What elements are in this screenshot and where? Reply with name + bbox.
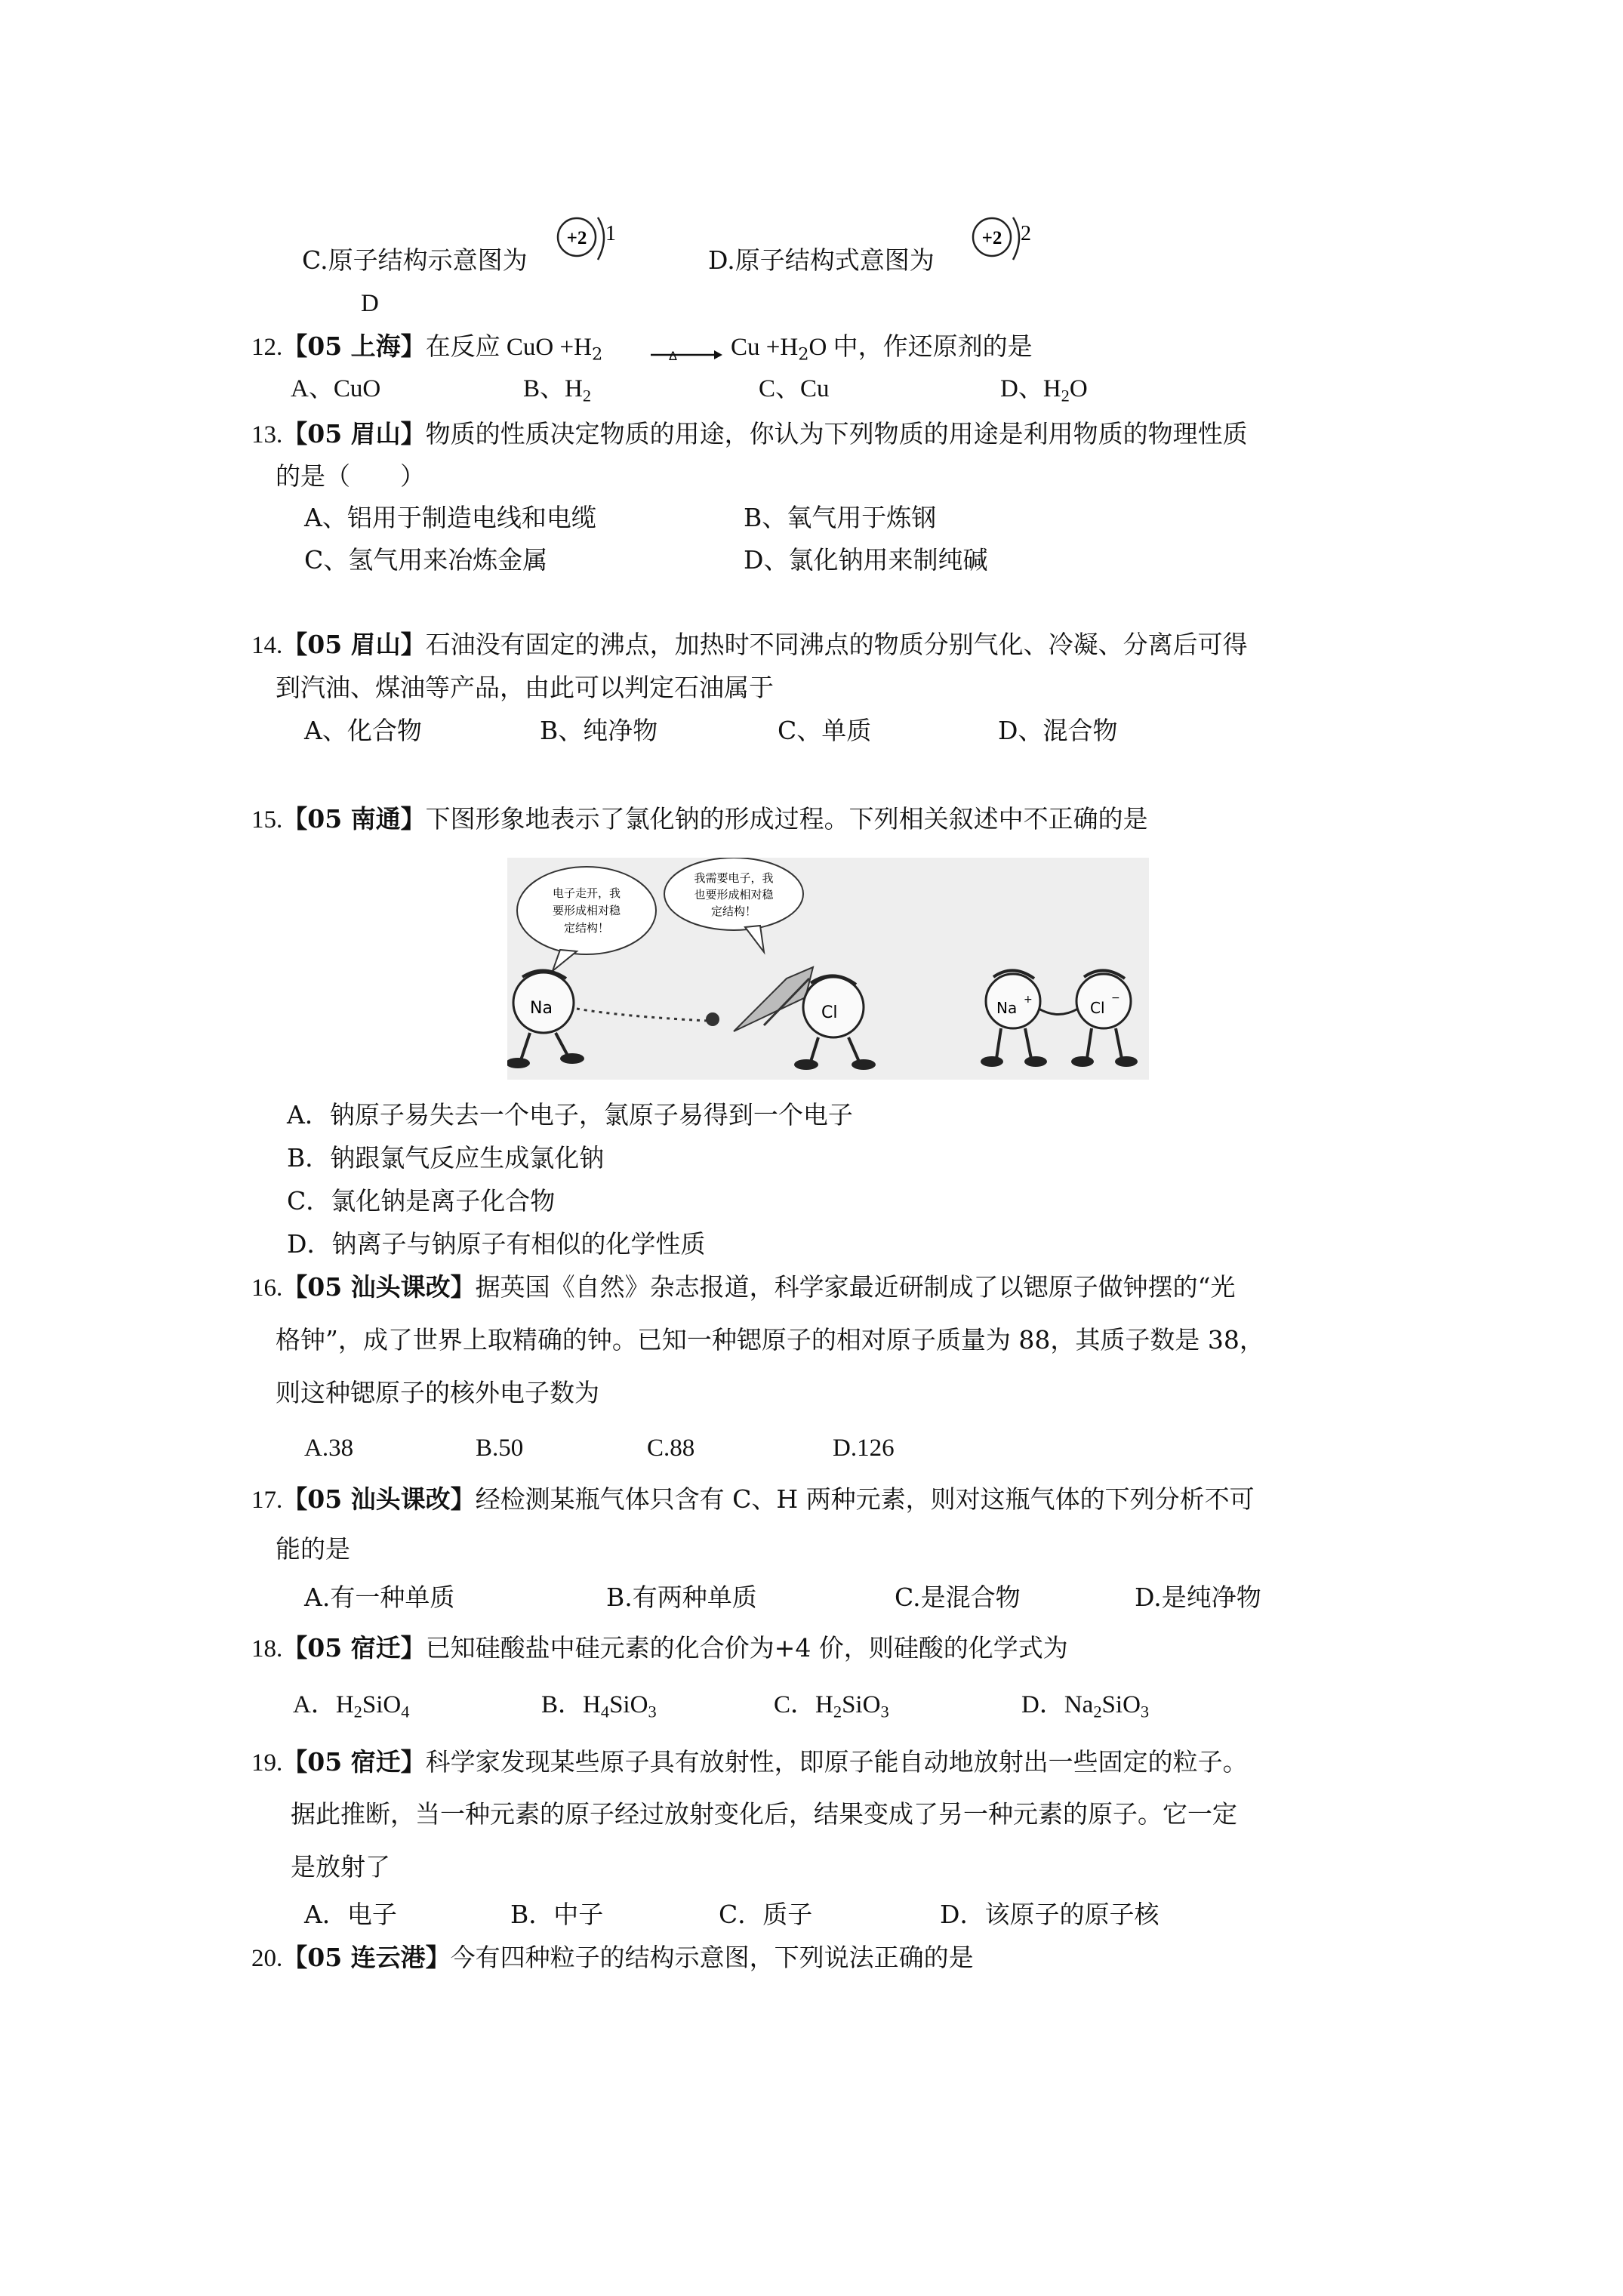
q12-option-a: A、CuO xyxy=(291,375,381,402)
q15-option-c: C．氯化钠是离子化合物 xyxy=(287,1186,556,1216)
q15-stem: 15.【05 南通】下图形象地表示了氯化钠的形成过程。下列相关叙述中不正确的是 xyxy=(251,804,1148,834)
q12-option-c: C、Cu xyxy=(759,375,830,402)
q12-stem-post: $Cu +H_2O$ 中，作还原剂的是 xyxy=(731,334,1033,365)
svg-text:也要形成相对稳: 也要形成相对稳 xyxy=(694,888,774,901)
svg-text:定结构！: 定结构！ xyxy=(563,921,610,935)
q17-stem-line2: 能的是 xyxy=(276,1534,350,1564)
q12-stem: 12.【05 上海】在反应 CuO $+H_2$ xyxy=(251,331,603,365)
q20-stem: 20.【05 连云港】今有四种粒子的结构示意图，下列说法正确的是 xyxy=(251,1943,974,1972)
q13-option-c: C、氢气用来冶炼金属 xyxy=(304,545,548,575)
q17-option-d: D.是纯净物 xyxy=(1135,1583,1261,1612)
q17-option-c: C.是混合物 xyxy=(895,1583,1021,1612)
q12-option-d: D、$H_2O$ xyxy=(1000,375,1088,405)
q14-option-c: C、单质 xyxy=(778,716,872,745)
svg-text:+2: +2 xyxy=(566,228,587,248)
svg-text:Cl: Cl xyxy=(1090,999,1105,1017)
q12-option-b: B、$H_2$ xyxy=(523,375,592,405)
q11-option-d: D.原子结构式意图为 xyxy=(708,245,935,275)
q13-option-b: B、氧气用于炼钢 xyxy=(744,503,937,532)
q15-option-d: D．钠离子与钠原子有相似的化学性质 xyxy=(287,1229,706,1259)
q18-option-d: D．$Na_2SiO_3$ xyxy=(1021,1691,1150,1721)
svg-text:−: − xyxy=(1111,992,1120,1004)
q18-option-b: B．$H_4SiO_3$ xyxy=(541,1691,657,1721)
q11-option-c: C.原子结构示意图为 xyxy=(302,245,528,275)
q18-stem: 18.【05 宿迁】已知硅酸盐中硅元素的化合价为+4 价，则硅酸的化学式为 xyxy=(251,1633,1068,1663)
q18-option-c: C．$H_2SiO_3$ xyxy=(774,1691,889,1721)
svg-text:Na: Na xyxy=(530,999,553,1018)
svg-text:1: 1 xyxy=(605,222,616,245)
svg-text:我需要电子，我: 我需要电子，我 xyxy=(694,871,774,885)
q16-option-d: D.126 xyxy=(833,1435,895,1462)
svg-text:电子走开，我: 电子走开，我 xyxy=(552,886,621,900)
nacl-cartoon xyxy=(507,858,1149,1080)
q13-stem-line2: 的是（ ） xyxy=(276,461,425,491)
sodium-chloride-formation-figure xyxy=(507,858,1149,1080)
svg-text:Cl: Cl xyxy=(821,1003,838,1022)
q15-option-a: A．钠原子易失去一个电子，氯原子易得到一个电子 xyxy=(287,1100,853,1130)
svg-text:要形成相对稳: 要形成相对稳 xyxy=(552,904,621,917)
reaction-arrow xyxy=(648,341,723,364)
q15-option-b: B．钠跟氯气反应生成氯化钠 xyxy=(287,1143,605,1173)
q16-option-b: B.50 xyxy=(476,1435,524,1462)
q14-option-d: D、混合物 xyxy=(998,716,1118,745)
q16-option-c: C.88 xyxy=(647,1435,695,1462)
q19-stem-line2: 据此推断，当一种元素的原子经过放射变化后，结果变成了另一种元素的原子。它一定 xyxy=(291,1799,1237,1829)
q11-answer: D xyxy=(361,290,379,317)
q19-option-b: B．中子 xyxy=(510,1900,604,1929)
q16-option-a: A.38 xyxy=(304,1435,354,1462)
svg-text:2: 2 xyxy=(1021,222,1031,245)
q16-stem-line2: 格钟”，成了世界上取精确的钟。已知一种锶原子的相对原子质量为 88，其质子数是 38， xyxy=(276,1325,1264,1354)
q17-stem: 17.【05 汕头课改】经检测某瓶气体只含有 C、H 两种元素，则对这瓶气体的下列分析不可 xyxy=(251,1484,1255,1514)
svg-text:定结构！: 定结构！ xyxy=(710,905,757,918)
svg-text:+: + xyxy=(1024,994,1033,1006)
q18-option-a: A．$H_2SiO_4$ xyxy=(293,1691,410,1721)
svg-text:+2: +2 xyxy=(981,228,1002,248)
q13-option-d: D、氯化钠用来制纯碱 xyxy=(744,545,988,575)
q19-option-d: D．该原子的原子核 xyxy=(940,1900,1160,1929)
q14-stem: 14.【05 眉山】石油没有固定的沸点，加热时不同沸点的物质分别气化、冷凝、分离后可得 xyxy=(251,630,1248,659)
q19-stem: 19.【05 宿迁】科学家发现某些原子具有放射性，即原子能自动地放射出一些固定的粒子。 xyxy=(251,1747,1248,1777)
q19-option-a: A．电子 xyxy=(304,1900,397,1929)
svg-text:Na: Na xyxy=(996,999,1018,1017)
svg-text:Δ: Δ xyxy=(669,349,677,363)
q16-stem: 16.【05 汕头课改】据英国《自然》杂志报道，科学家最近研制成了以锶原子做钟摆的“光 xyxy=(251,1272,1236,1302)
q19-stem-line3: 是放射了 xyxy=(291,1852,390,1881)
q17-option-b: B.有两种单质 xyxy=(606,1583,757,1612)
q14-stem-line2: 到汽油、煤油等产品，由此可以判定石油属于 xyxy=(276,673,774,702)
q19-option-c: C．质子 xyxy=(719,1900,813,1929)
q13-stem: 13.【05 眉山】物质的性质决定物质的用途，你认为下列物质的用途是利用物质的物理性质 xyxy=(251,419,1248,448)
q14-option-b: B、纯净物 xyxy=(540,716,658,745)
q16-stem-line3: 则这种锶原子的核外电子数为 xyxy=(276,1378,599,1407)
q14-option-a: A、化合物 xyxy=(304,716,422,745)
atom-structure-diagram-c xyxy=(551,210,621,272)
q13-option-a: A、铝用于制造电线和电缆 xyxy=(304,503,596,532)
q17-option-a: A.有一种单质 xyxy=(304,1583,455,1612)
atom-structure-diagram-d xyxy=(966,210,1036,272)
